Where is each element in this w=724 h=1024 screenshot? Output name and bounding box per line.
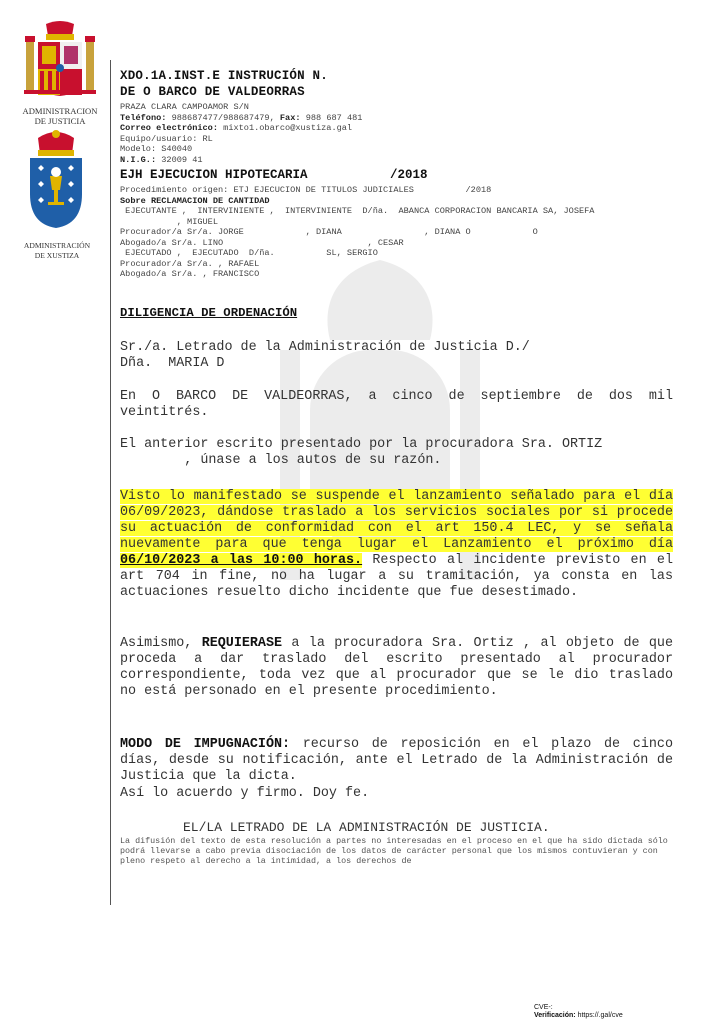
court-name: XDO.1A.INST.E INSTRUCIÓN N. DE O BARCO DE VALDEORRAS	[120, 69, 328, 99]
court-contact-block: PRAZA CLARA CAMPOAMOR S/N Teléfono: 988687477/988687479, Fax: 988 687 481 Correo electrónico: mixto1.obarco@xustiza.gal Equipo/usuario: RL Modelo: S40040 N.I.G.: 32009 41	[120, 102, 363, 165]
paragraph-closing: Así lo acuerdo y firmo. Doy fe.	[120, 786, 370, 801]
paragraph-clerk: Sr./a. Letrado de la Administración de Justicia D./ Dña. MARIA D	[120, 340, 530, 371]
margin-rule	[110, 60, 111, 905]
paragraph-filing: El anterior escrito presentado por la procuradora Sra. ORTIZ , únase a los autos de su razón.	[120, 437, 603, 468]
court-address: PRAZA CLARA CAMPOAMOR S/N	[120, 102, 249, 112]
verification-link[interactable]: https://.gal/cve	[575, 1012, 623, 1019]
paragraph-requirement: Asimismo, REQUIERASE a la procuradora Sra. Ortiz , al objeto de que proceda a dar traslado del escrito presentado al procurador correspondiente, toda vez que al procurador que se le dio traslado no está personado en el presente procedimiento.	[120, 636, 673, 699]
document-title: DILIGENCIA DE ORDENACIÓN	[120, 306, 298, 320]
case-title: EJH EJECUCION HIPOTECARIA /2018	[120, 168, 428, 182]
highlighted-date: 06/10/2023 a las 10:00 horas.	[120, 553, 363, 568]
spain-crest-label: ADMINISTRACION DE JUSTICIA	[22, 106, 98, 126]
paragraph-appeal: MODO DE IMPUGNACIÓN: recurso de reposición en el plazo de cinco días, desde su notificación, ante el Letrado de la Administración de Justicia que la dicta.	[120, 737, 673, 784]
paragraph-resolution: Visto lo manifestado se suspende el lanzamiento señalado para el día 06/09/2023, dándose traslado a los servicios sociales por si procede su actuación de conformidad con el art 150.4 LEC, y se señala nuevamente para que tenga lugar el Lanzamiento el próximo día 06/10/2023 a las 10:00 horas. Respecto al incidente previsto en el art 704 in fine, no ha lugar a su tramitación, ya consta en las actuaciones resuelto dicho incidente que fue desestimado.	[120, 489, 673, 600]
galicia-coat-of-arms-icon	[24, 128, 88, 232]
verification-footer: CVE-: Verificación: https://.gal/cve	[534, 1004, 623, 1019]
case-details: Procedimiento origen: ETJ EJECUCION DE TITULOS JUDICIALES /2018 Sobre RECLAMACION DE CANTIDAD EJECUTANTE , INTERVINIENTE , INTERVINIENTE D/ña. ABANCA CORPORACION BANCARIA SA, JOSEFA , MIGUEL Procurador/a Sr/a. JORGE , DIANA , DIANA O O Abogado/a Sr/a. LINO , CESAR EJECUTADO , EJECUTADO D/ña. SL, SERGIO Procurador/a Sr/a. , RAFAEL Abogado/a Sr/a. , FRANCISCO	[120, 185, 595, 279]
highlighted-text: Visto lo manifestado se suspende el lanzamiento señalado para el día 06/09/2023, dándose traslado a los servicios sociales por si procede su actuación de conformidad con el art 150.4 LEC, y se señala nuevamente para que tenga lugar el Lanzamiento el próximo día	[120, 489, 673, 552]
spain-coat-of-arms-icon	[22, 20, 98, 104]
paragraph-date: En O BARCO DE VALDEORRAS, a cinco de septiembre de dos mil veintitrés.	[120, 389, 673, 420]
galicia-crest-label: ADMINISTRACIÓN DE XUSTIZA	[23, 241, 91, 260]
signature-line: EL/LA LETRADO DE LA ADMINISTRACIÓN DE JUSTICIA.	[183, 820, 550, 835]
privacy-disclaimer: La difusión del texto de esta resolución a partes no interesadas en el proceso en el que ha sido dictada sólo podrá llevarse a cabo previa disociación de los datos de carácter personal que los mismos contuvieran y con pleno respeto al derecho a la intimidad, a los derechos de	[120, 836, 668, 866]
cve-code: CVE-:	[534, 1004, 553, 1011]
